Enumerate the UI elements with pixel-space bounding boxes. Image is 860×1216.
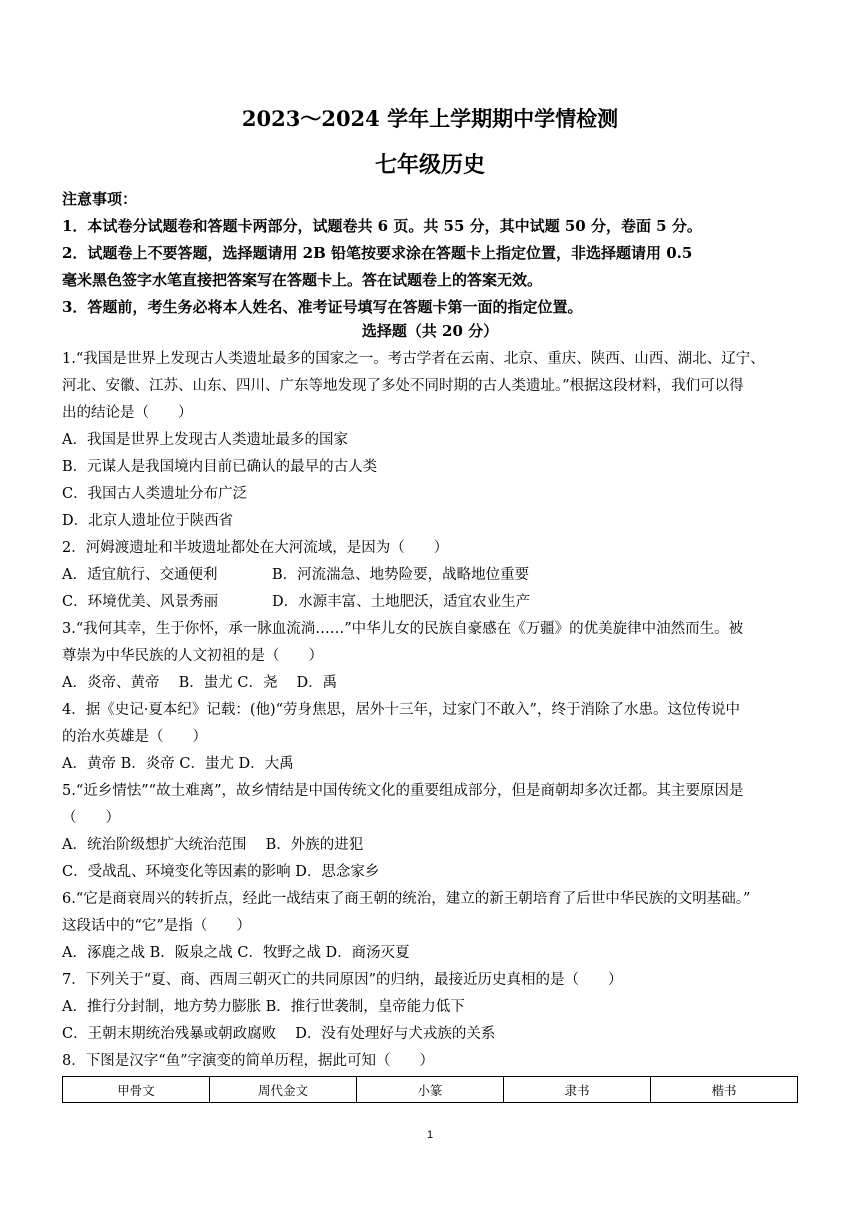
question-2-options-ab	[62, 562, 802, 589]
question-2-option-d: D．水源丰富、土地肥沃，适宜农业生产	[272, 594, 531, 610]
question-1-option-b: B．元谋人是我国境内目前已确认的最早的古人类	[62, 459, 378, 475]
question-3-line-2: 尊崇为中华民族的人文初祖的是（ ）	[62, 648, 323, 664]
notice-item-1: 1．本试卷分试题卷和答题卡两部分，试题卷共 6 页。共 55 分，其中试题 50 分，卷面 5 分。	[62, 217, 702, 235]
table-row	[63, 1077, 798, 1103]
question-1-option-d: D．北京人遗址位于陕西省	[62, 513, 234, 529]
exam-title: 2023～2024 学年上学期期中学情检测	[241, 106, 619, 131]
question-5-line-1: 5.“近乡情怯”“故土难离”，故乡情结是中国传统文化的重要组成部分，但是商朝却多次迁都。其主要原因是	[62, 783, 744, 799]
question-2-option-b: B．河流湍急、地势险要，战略地位重要	[272, 567, 530, 583]
question-1-option-c: C．我国古人类遗址分布广泛	[62, 486, 248, 502]
table-header-cell: 小篆	[357, 1077, 504, 1103]
page-number: 1	[426, 1129, 434, 1141]
question-7-line-1: 7．下列关于“夏、商、西周三朝灭亡的共同原因”的归纳，最接近历史真相的是（ ）	[62, 972, 623, 988]
question-2-options-cd	[62, 589, 802, 616]
question-8-line-1: 8．下图是汉字“鱼”字演变的简单历程，据此可知（ ）	[62, 1053, 435, 1069]
question-1-line-3: 出的结论是（ ）	[62, 405, 193, 421]
question-7-options-ab: A．推行分封制，地方势力膨胀 B．推行世袭制，皇帝能力低下	[62, 999, 465, 1015]
question-3-line-1: 3.“我何其幸，生于你怀，承一脉血流淌……”中华儿女的民族自豪感在《万疆》的优美旋律中油然而生。被	[62, 621, 744, 637]
table-header-cell: 隶书	[504, 1077, 651, 1103]
question-6-options: A．涿鹿之战 B．阪泉之战 C．牧野之战 D．商汤灭夏	[62, 945, 410, 961]
question-2-option-a: A．适宜航行、交通便利	[62, 567, 218, 583]
question-5-options-cd: C．受战乱、环境变化等因素的影响 D．思念家乡	[62, 864, 380, 880]
question-1-option-a: A．我国是世界上发现古人类遗址最多的国家	[62, 432, 348, 448]
question-1-line-2: 河北、安徽、江苏、山东、四川、广东等地发现了多处不同时期的古人类遗址。”根据这段材料，我们可以得	[62, 378, 744, 394]
table-header-cell: 楷书	[651, 1077, 798, 1103]
question-4-line-2: 的治水英雄是（ ）	[62, 729, 207, 745]
notice-item-2: 2．试题卷上不要答题，选择题请用 2B 铅笔按要求涂在答题卡上指定位置，非选择题请用 0.5	[62, 244, 693, 262]
question-7-options-cd: C．王朝末期统治残暴或朝政腐败 D．没有处理好与犬戎族的关系	[62, 1026, 496, 1042]
character-evolution-table	[62, 1076, 798, 1103]
question-2-line-1: 2．河姆渡遗址和半坡遗址都处在大河流域，是因为（ ）	[62, 540, 449, 556]
notice-item-3: 3．答题前，考生务必将本人姓名、准考证号填写在答题卡第一面的指定位置。	[62, 298, 583, 316]
notice-item-2-cont: 毫米黑色签字水笔直接把答案写在答题卡上。答在试题卷上的答案无效。	[62, 271, 543, 289]
question-1-line-1: 1.“我国是世界上发现古人类遗址最多的国家之一。考古学者在云南、北京、重庆、陕西、山西、湖北、辽宁、	[62, 351, 765, 367]
exam-subject-title: 七年级历史	[374, 152, 485, 178]
question-6-line-1: 6.“它是商衰周兴的转折点，经此一战结束了商王朝的统治，建立的新王朝培育了后世中华民族的文明基础。”	[62, 891, 751, 907]
question-4-line-1: 4．据《史记·夏本纪》记载：(他)“劳身焦思，居外十三年，过家门不敢入”，终于消除了水患。这位传说中	[62, 702, 740, 718]
question-3-options: A．炎帝、黄帝 B．蚩尤 C．尧 D．禹	[62, 675, 338, 691]
question-5-options-ab: A．统治阶级想扩大统治范围 B．外族的进犯	[62, 837, 364, 853]
question-4-options: A．黄帝 B．炎帝 C．蚩尤 D．大禹	[62, 756, 294, 772]
notice-heading: 注意事项：	[62, 190, 138, 208]
table-header-cell: 周代金文	[210, 1077, 357, 1103]
question-2-option-c: C．环境优美、风景秀丽	[62, 594, 219, 610]
question-5-line-2: （ ）	[62, 810, 120, 826]
table-header-cell: 甲骨文	[63, 1077, 210, 1103]
question-6-line-2: 这段话中的“它”是指（ ）	[62, 918, 251, 934]
section-title: 选择题（共 20 分）	[361, 322, 499, 340]
